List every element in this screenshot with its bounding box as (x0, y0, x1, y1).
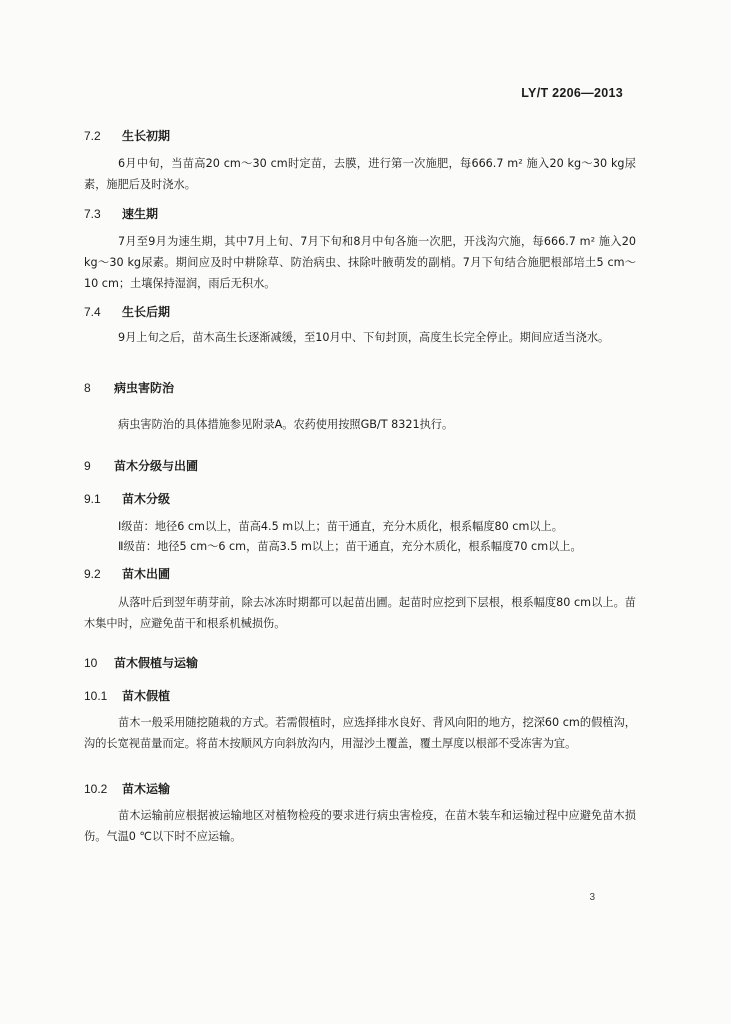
heading-title: 生长后期 (122, 305, 171, 319)
grade-2-line: Ⅱ级苗：地径5 cm～6 cm，苗高3.5 m以上；苗干通直，充分木质化，根系幅度70 cm以上。 (118, 540, 582, 553)
heading-title: 病虫害防治 (114, 381, 175, 395)
heading-9-2 (84, 565, 170, 582)
heading-title: 苗木分级 (122, 492, 171, 506)
standard-code: LY/T 2206—2013 (521, 86, 623, 100)
heading-9-1 (84, 490, 170, 507)
heading-9 (84, 457, 198, 474)
paragraph-9-2: 从落叶后到翌年萌芽前，除去冰冻时期都可以起苗出圃。起苗时应挖到下层根，根系幅度80 cm以上。苗木集中时，应避免苗干和根系机械损伤。 (84, 596, 636, 630)
heading-7-3 (84, 205, 158, 222)
heading-number: 7.2 (84, 129, 101, 143)
paragraph-7-2: 6月中旬，当苗高20 cm～30 cm时定苗，去膜，进行第一次施肥，每666.7 m² 施入20 kg～30 kg尿素，施肥后及时浇水。 (84, 157, 636, 191)
paragraph-7-4: 9月上旬之后，苗木高生长逐渐减缓，至10月中、下旬封顶，高度生长完全停止。期间应适当浇水。 (118, 331, 610, 344)
heading-10-2 (84, 780, 170, 797)
heading-number: 7.4 (84, 305, 101, 319)
grade-1-line: Ⅰ级苗：地径6 cm以上，苗高4.5 m以上；苗干通直，充分木质化，根系幅度80 cm以上。 (118, 520, 563, 533)
paragraph-10-1: 苗木一般采用随挖随栽的方式。若需假植时，应选择排水良好、背风向阳的地方，挖深60 cm的假植沟，沟的长宽视苗量而定。将苗木按顺风方向斜放沟内，用湿沙土覆盖，覆土厚度以根部不受冻害为宜。 (84, 716, 636, 750)
heading-10-1 (84, 687, 170, 704)
heading-number: 10.2 (84, 782, 108, 796)
heading-number: 9.1 (84, 492, 101, 506)
heading-title: 苗木分级与出圃 (114, 459, 199, 473)
heading-title: 苗木假植与运输 (114, 656, 199, 670)
heading-number: 7.3 (84, 207, 101, 221)
heading-number: 9.2 (84, 567, 101, 581)
heading-title: 苗木运输 (122, 782, 171, 796)
heading-title: 苗木出圃 (122, 567, 171, 581)
paragraph-10-2: 苗木运输前应根据被运输地区对植物检疫的要求进行病虫害检疫，在苗木装车和运输过程中应避免苗木损伤。气温0 ℃以下时不应运输。 (84, 809, 636, 843)
paragraph-8: 病虫害防治的具体措施参见附录A。农药使用按照GB/T 8321执行。 (118, 418, 454, 431)
page-number: 3 (589, 892, 595, 903)
heading-7-2 (84, 127, 170, 144)
heading-number: 10.1 (84, 689, 108, 703)
heading-8 (84, 379, 174, 396)
heading-number: 8 (84, 381, 91, 395)
heading-title: 苗木假植 (122, 689, 171, 703)
heading-10 (84, 654, 198, 671)
heading-number: 9 (84, 459, 91, 473)
paragraph-7-3: 7月至9月为速生期，其中7月上旬、7月下旬和8月中旬各施一次肥，开浅沟穴施，每666.7 m² 施入20 kg～30 kg尿素。期间应及时中耕除草、防治病虫、抹除叶腋萌发的副梢。7月下旬结合施肥根部培土5 cm～10 cm；土壤保持湿润，雨后无积水。 (84, 235, 636, 290)
heading-7-4 (84, 303, 170, 320)
heading-title: 速生期 (122, 207, 159, 221)
heading-number: 10 (84, 656, 98, 670)
heading-title: 生长初期 (122, 129, 171, 143)
